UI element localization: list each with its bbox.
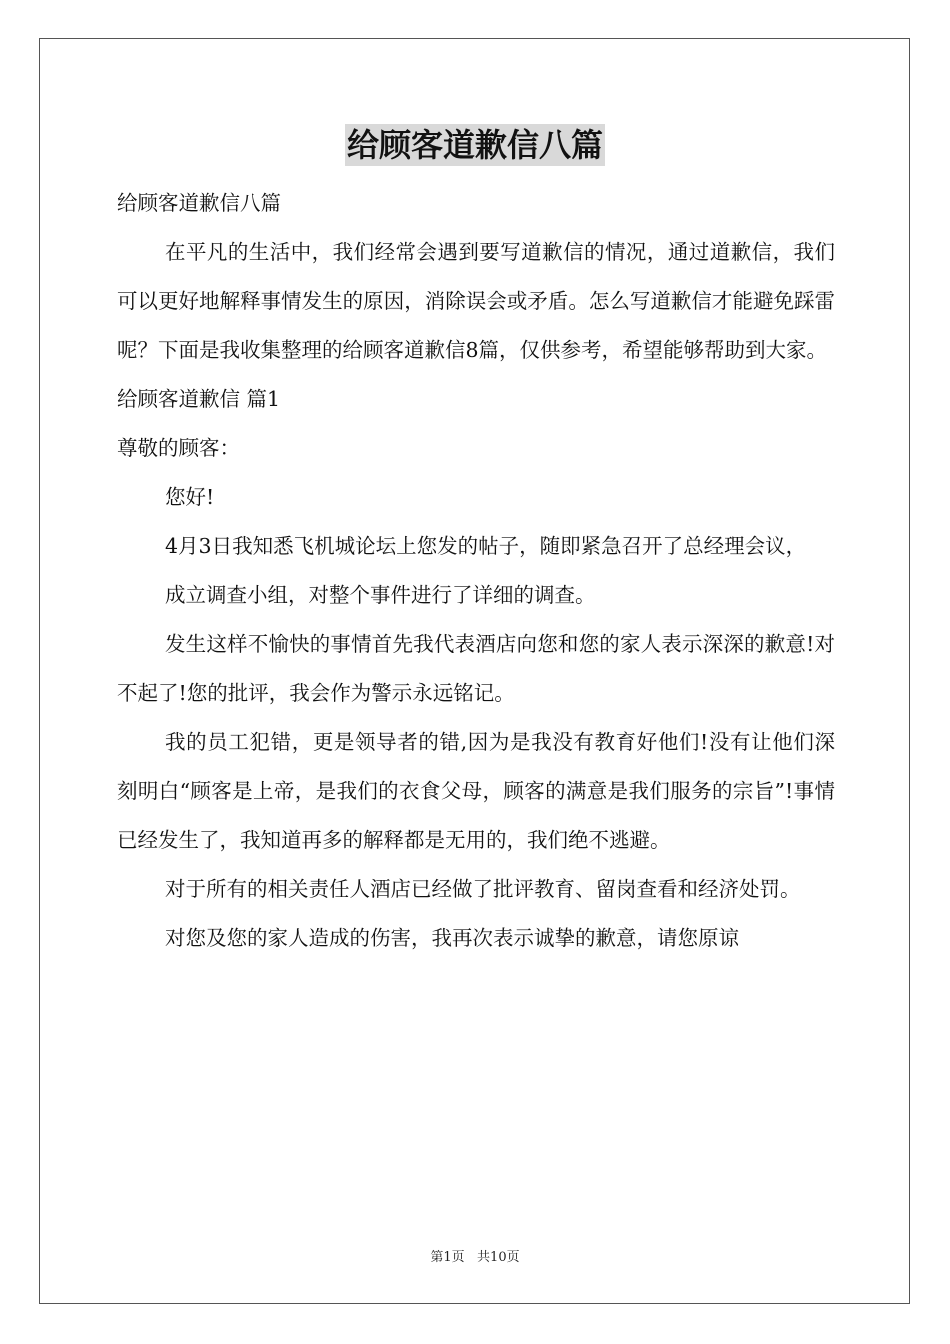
document-body [117, 179, 835, 963]
paragraph: 尊敬的顾客： [117, 436, 240, 460]
paragraph: 您好! [165, 485, 215, 509]
paragraph: 给顾客道歉信八篇 [117, 191, 281, 215]
paragraph: 对于所有的相关责任人酒店已经做了批评教育、留岗查看和经济处罚。 [165, 877, 801, 901]
document-title: 给顾客道歉信八篇 [346, 126, 603, 164]
page-footer [0, 1246, 950, 1265]
paragraph: 我的员工犯错，更是领导者的错,因为是我没有教育好他们!没有让他们深刻明白“顾客是上帝，是我们的衣食父母，顾客的满意是我们服务的宗旨”!事情已经发生了，我知道再多的解释都是无用的，我们绝不逃避。 [117, 730, 835, 852]
page-number: 第1页 共10页 [430, 1250, 520, 1265]
title-wrap [0, 124, 950, 166]
paragraph: 给顾客道歉信 篇1 [117, 387, 281, 411]
paragraph: 4月3日我知悉飞机城论坛上您发的帖子，随即紧急召开了总经理会议， [165, 534, 807, 558]
paragraph: 对您及您的家人造成的伤害，我再次表示诚挚的歉意，请您原谅 [165, 926, 739, 950]
paragraph: 发生这样不愉快的事情首先我代表酒店向您和您的家人表示深深的歉意!对不起了!您的批评，我会作为警示永远铭记。 [117, 632, 835, 705]
paragraph: 成立调查小组，对整个事件进行了详细的调查。 [165, 583, 596, 607]
paragraph: 在平凡的生活中，我们经常会遇到要写道歉信的情况，通过道歉信，我们可以更好地解释事情发生的原因，消除误会或矛盾。怎么写道歉信才能避免踩雷呢？下面是我收集整理的给顾客道歉信8篇，仅供参考，希望能够帮助到大家。 [117, 240, 835, 362]
